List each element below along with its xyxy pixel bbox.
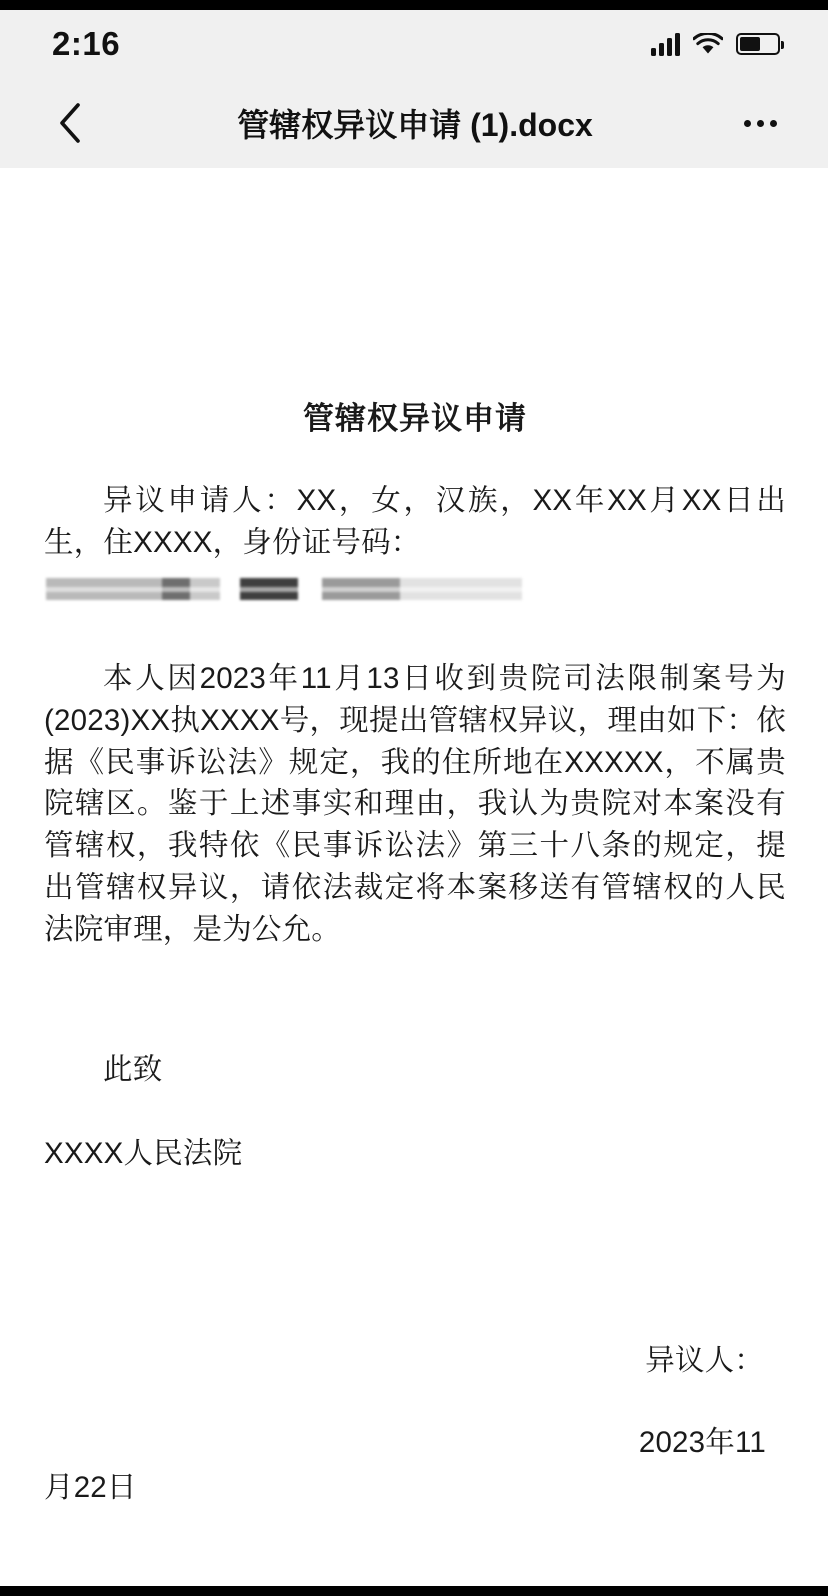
ellipsis-icon-dot — [770, 120, 777, 127]
date-line-2: 月22日 — [44, 1471, 137, 1505]
ellipsis-icon-dot — [744, 120, 751, 127]
document-title: 管辖权异议申请 (1).docx — [237, 107, 593, 143]
ellipsis-icon-dot — [757, 120, 764, 127]
document-viewer[interactable] — [0, 168, 828, 1586]
closing-line: 此致 — [103, 1052, 163, 1086]
navigation-bar — [0, 78, 828, 168]
signal-bars-icon — [651, 33, 680, 56]
battery-icon — [736, 33, 780, 55]
bottom-bezel — [0, 1586, 828, 1596]
redacted-id-number — [44, 578, 522, 600]
wifi-icon — [693, 33, 723, 56]
body-paragraph: 本人因2023年11月13日收到贵院司法限制案号为(2023)XX执XXXX号，现提出管辖权异议，理由如下：依据《民事诉讼法》规定，我的住所地在XXXXX，不属贵院辖区。鉴于上述事实和理由，我认为贵院对本案没有管辖权，我特依《民事诉讼法》第三十八条的规定，提出管辖权异议，请依法裁定将本案移送有管辖权的人民法院审理，是为公允。 — [44, 661, 786, 946]
status-time: 2:16 — [52, 25, 121, 62]
back-button[interactable] — [44, 97, 96, 149]
document-page — [0, 168, 828, 1509]
doc-heading: 管辖权异议申请 — [303, 401, 527, 436]
signer-label: 异议人： — [645, 1343, 764, 1377]
addressee-line: XXXX人民法院 — [44, 1136, 243, 1170]
status-bar — [0, 10, 828, 78]
date-line-1: 2023年11 — [638, 1425, 766, 1459]
more-options-button[interactable] — [734, 97, 786, 149]
top-bezel — [0, 0, 828, 10]
status-indicators — [651, 33, 780, 56]
applicant-paragraph: 异议申请人：XX，女，汉族，XX年XX月XX日出生，住XXXX，身份证号码： — [44, 484, 786, 559]
chevron-left-icon — [58, 102, 82, 144]
